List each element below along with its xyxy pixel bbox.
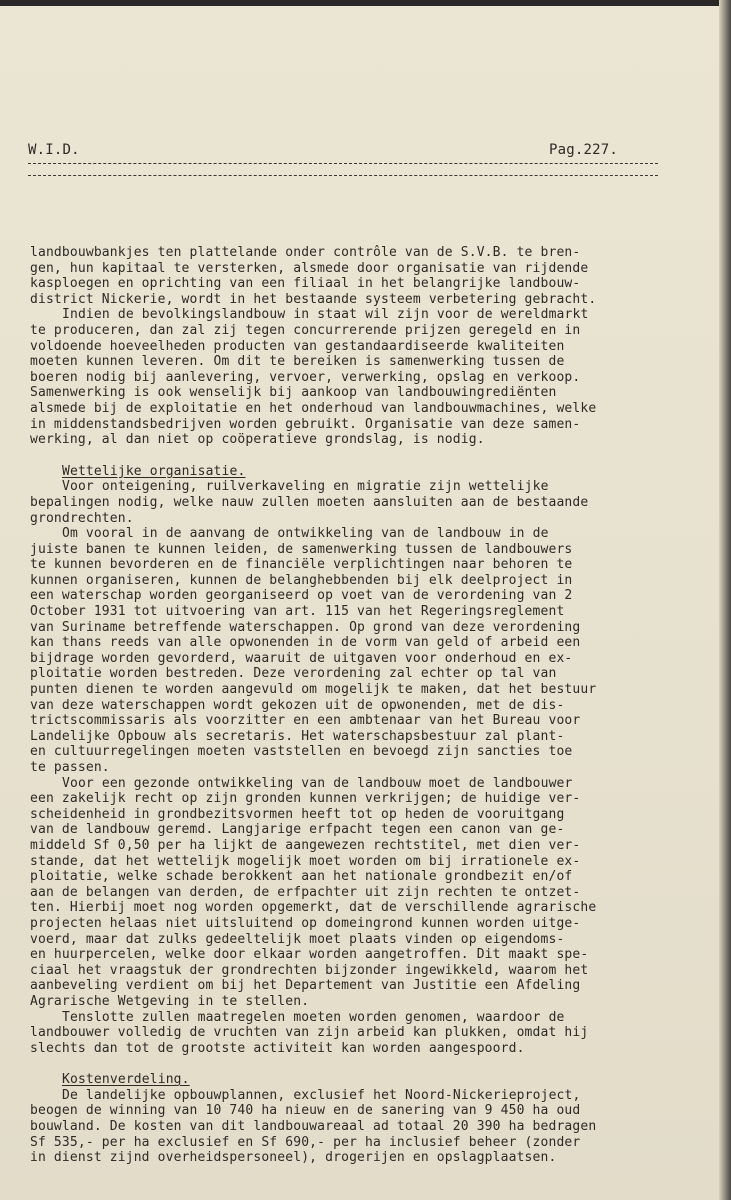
document-body <box>30 245 670 1166</box>
text-line: gen, hun kapitaal te versterken, alsmede door organisatie van rijdende <box>30 260 589 276</box>
text-line: en huurpercelen, welke door elkaar worden aangetroffen. Dit maakt spe- <box>30 947 589 963</box>
text-line: Voor onteigening, ruilverkaveling en migratie zijn wettelijke <box>62 479 549 495</box>
header-source: W.I.D. <box>28 142 80 158</box>
text-line: en cultuurregelingen moeten vaststellen en bevoegd zijn sancties toe <box>30 744 573 760</box>
text-line: boeren nodig bij aanlevering, vervoer, verwerking, opslag en verkoop. <box>30 369 581 385</box>
text-line: De landelijke opbouwplannen, exclusief het Noord-Nickerieproject, <box>62 1087 581 1103</box>
text-line: grondrechten. <box>30 510 134 526</box>
scan-border-top <box>0 0 731 6</box>
text-line: aanbeveling verdient om bij het Departement van Justitie een Afdeling <box>30 978 581 994</box>
text-line: juiste banen te kunnen leiden, de samenwerking tussen de landbouwers <box>30 541 573 557</box>
text-line: scheidenheid in grondbezitsvormen heeft tot op heden de vooruitgang <box>30 806 565 822</box>
text-line: district Nickerie, wordt in het bestaande systeem verbetering gebracht. <box>30 291 597 307</box>
text-line: van de landbouw geremd. Langjarige erfpacht tegen een canon van ge- <box>30 822 565 838</box>
text-line: voerd, maar dat zulks gedeeltelijk moet plaats vinden op eigendoms- <box>30 931 565 947</box>
text-line: een waterschap worden georganiseerd op voet van de verordening van 2 <box>30 588 573 604</box>
text-line: te produceren, dan zal zij tegen concurrerende prijzen geregeld en in <box>30 322 581 338</box>
text-line: te kunnen bevorderen en de financiële verplichtingen naar behoren te <box>30 557 573 573</box>
text-line: voldoende hoeveelheden producten van gestandaardiseerde kwaliteiten <box>30 338 565 354</box>
text-line: ploitatie, welke schade berokkent aan het nationale grondbezit en/of <box>30 869 573 885</box>
text-line: werking, al dan niet op coöperatieve grondslag, is nodig. <box>30 432 485 448</box>
text-line: landbouwer volledig de vruchten van zijn arbeid kan plukken, omdat hij <box>30 1025 589 1041</box>
header-rule-1 <box>28 163 658 164</box>
section-heading-wettelijke-organisatie: Wettelijke organisatie. <box>62 463 246 479</box>
text-line: bouwland. De kosten van dit landbouwareaal ad totaal 20 390 ha bedragen <box>30 1119 597 1135</box>
text-line: ten. Hierbij moet nog worden opgemerkt, dat de verschillende agrarische <box>30 900 597 916</box>
text-line: aan de belangen van derden, de erfpachter uit zijn rechten te ontzet- <box>30 884 581 900</box>
text-line: kunnen organiseren, kunnen de belanghebbenden bij elk deelproject in <box>30 572 573 588</box>
text-line: ciaal het vraagstuk der grondrechten bijzonder ingewikkeld, waarom het <box>30 962 589 978</box>
text-line: trictscommissaris als voorzitter en een ambtenaar van het Bureau voor <box>30 713 581 729</box>
text-line: ploitatie worden bestreden. Deze verordening zal echter op tal van <box>30 666 557 682</box>
text-line: slechts dan tot de grootste activiteit kan worden aangespoord. <box>30 1040 525 1056</box>
text-line: van Suriname betreffende waterschappen. Op grond van deze verordening <box>30 619 581 635</box>
text-line: Voor een gezonde ontwikkeling van de landbouw moet de landbouwer <box>62 775 573 791</box>
text-line: punten dienen te worden aangevuld om mogelijk te maken, dat het bestuur <box>30 682 597 698</box>
text-line: Indien de bevolkingslandbouw in staat wil zijn voor de wereldmarkt <box>62 307 589 323</box>
text-line: te passen. <box>30 760 110 775</box>
text-line: bepalingen nodig, welke nauw zullen moeten aansluiten aan de bestaande <box>30 494 589 510</box>
text-line: landbouwbankjes ten plattelande onder contrôle van de S.V.B. te bren- <box>30 245 581 260</box>
text-line: in dienst zijnd overheidspersoneel), drogerijen en opslagplaatsen. <box>30 1150 557 1166</box>
text-line: Landelijke Opbouw als secretaris. Het waterschapsbestuur zal plant- <box>30 728 565 744</box>
section-heading-kostenverdeling: Kostenverdeling. <box>62 1072 190 1088</box>
header-rule-2 <box>28 175 658 176</box>
text-line: Sf 535,- per ha exclusief en Sf 690,- per ha inclusief beheer (zonder <box>30 1134 581 1150</box>
text-line: bijdrage worden gevorderd, waaruit de uitgaven voor onderhoud en ex- <box>30 650 573 666</box>
text-line: beogen de winning van 10 740 ha nieuw en de sanering van 9 450 ha oud <box>30 1103 581 1119</box>
text-line: Om vooral in de aanvang de ontwikkeling van de landbouw in de <box>62 526 549 542</box>
text-line: moeten kunnen leveren. Om dit te bereiken is samenwerking tussen de <box>30 354 565 370</box>
scan-border-right <box>719 0 731 1200</box>
text-line: in middenstandsbedrijven worden gebruikt. Organisatie van deze samen- <box>30 416 581 432</box>
text-line: October 1931 tot uitvoering van art. 115 van het Regeringsreglement <box>30 604 565 620</box>
text-line: Agrarische Wetgeving in te stellen. <box>30 993 310 1009</box>
text-line: kasploegen en oprichting van een filiaal in het belangrijke landbouw- <box>30 276 581 292</box>
text-line: een zakelijk recht op zijn gronden kunnen verkrijgen; de huidige ver- <box>30 791 581 807</box>
text-line: projecten helaas niet uitsluitend op domeingrond kunnen worden uitge- <box>30 915 581 931</box>
text-line: Tenslotte zullen maatregelen moeten worden genomen, waardoor de <box>62 1009 565 1025</box>
text-line: middeld Sf 0,50 per ha lijkt de aangewezen rechtstitel, met dien ver- <box>30 837 581 853</box>
text-line: Samenwerking is ook wenselijk bij aankoop van landbouwingrediënten <box>30 385 557 401</box>
text-line: alsmede bij de exploitatie en het onderhoud van landbouwmachines, welke <box>30 400 597 416</box>
text-line: van deze waterschappen wordt gekozen uit de opwonenden, met de dis- <box>30 697 565 713</box>
text-line: stande, dat het wettelijk mogelijk moet worden om bij irrationele ex- <box>30 853 581 869</box>
page-number: Pag.227. <box>548 142 618 158</box>
text-line: kan thans reeds van alle opwonenden in de vorm van geld of arbeid een <box>30 635 581 651</box>
